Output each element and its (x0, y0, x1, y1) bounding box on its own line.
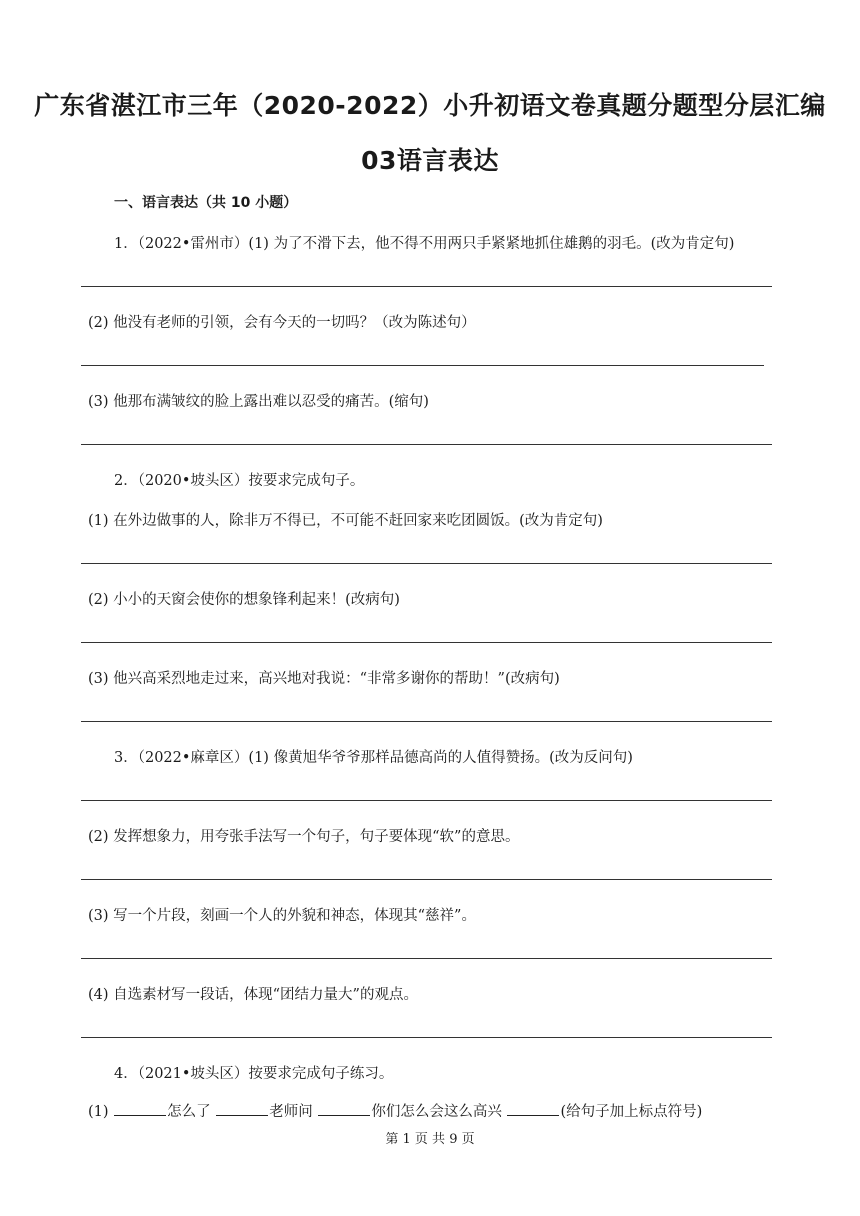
document-title-line2: 03语言表达 (361, 146, 499, 175)
q4-stem: 4．（2021•坡头区）按要求完成句子练习。 (114, 1066, 394, 1082)
q4-sub1-part2: 老师问 (269, 1104, 313, 1120)
section-heading: 一、语言表达（共 10 小题） (114, 195, 298, 211)
q3-sub3: (3) 写一个片段，刻画一个人的外貌和神态，体现其“慈祥”。 (88, 908, 476, 924)
q2-sub1: (1) 在外边做事的人，除非万不得已，不可能不赶回家来吃团圆饭。(改为肯定句) (88, 513, 603, 529)
fill-blank[interactable] (507, 1101, 559, 1116)
q4-sub1-part3: 你们怎么会这么高兴 (371, 1104, 502, 1120)
answer-line (81, 444, 772, 445)
q2-sub3: (3) 他兴高采烈地走过来，高兴地对我说：“非常多谢你的帮助！”(改病句) (88, 671, 560, 687)
answer-line (81, 721, 772, 722)
q4-sub1-suffix: (给句子加上标点符号) (560, 1104, 703, 1120)
q1-sub2: (2) 他没有老师的引领，会有今天的一切吗？（改为陈述句） (88, 315, 476, 331)
fill-blank[interactable] (216, 1101, 268, 1116)
answer-line (81, 563, 772, 564)
q2-sub2: (2) 小小的天窗会使你的想象锋利起来！(改病句) (88, 592, 400, 608)
q3-stem: 3．（2022•麻章区）(1) 像黄旭华爷爷那样品德高尚的人值得赞扬。(改为反问句) (114, 750, 633, 766)
answer-line (81, 642, 772, 643)
fill-blank[interactable] (318, 1101, 370, 1116)
q1-stem: 1．（2022•雷州市）(1) 为了不滑下去，他不得不用两只手紧紧地抓住雄鹅的羽毛。(改为肯定句) (114, 236, 735, 252)
answer-line (81, 958, 772, 959)
answer-line (81, 879, 772, 880)
q4-sub1-part1: 怎么了 (167, 1104, 211, 1120)
answer-line (81, 286, 772, 287)
document-title-line1: 广东省湛江市三年（2020-2022）小升初语文卷真题分题型分层汇编 (34, 91, 826, 120)
q2-stem: 2．（2020•坡头区）按要求完成句子。 (114, 473, 365, 489)
answer-line (81, 365, 764, 366)
fill-blank[interactable] (114, 1101, 166, 1116)
page-footer: 第 1 页 共 9 页 (385, 1132, 475, 1147)
answer-line (81, 1037, 772, 1038)
answer-line (81, 800, 772, 801)
q4-sub1-prefix: (1) (88, 1104, 109, 1120)
q1-sub3: (3) 他那布满皱纹的脸上露出难以忍受的痛苦。(缩句) (88, 394, 429, 410)
q4-sub1 (88, 1100, 702, 1121)
q3-sub4: (4) 自选素材写一段话，体现“团结力量大”的观点。 (88, 987, 418, 1003)
q3-sub2: (2) 发挥想象力，用夸张手法写一个句子，句子要体现“软”的意思。 (88, 829, 520, 845)
